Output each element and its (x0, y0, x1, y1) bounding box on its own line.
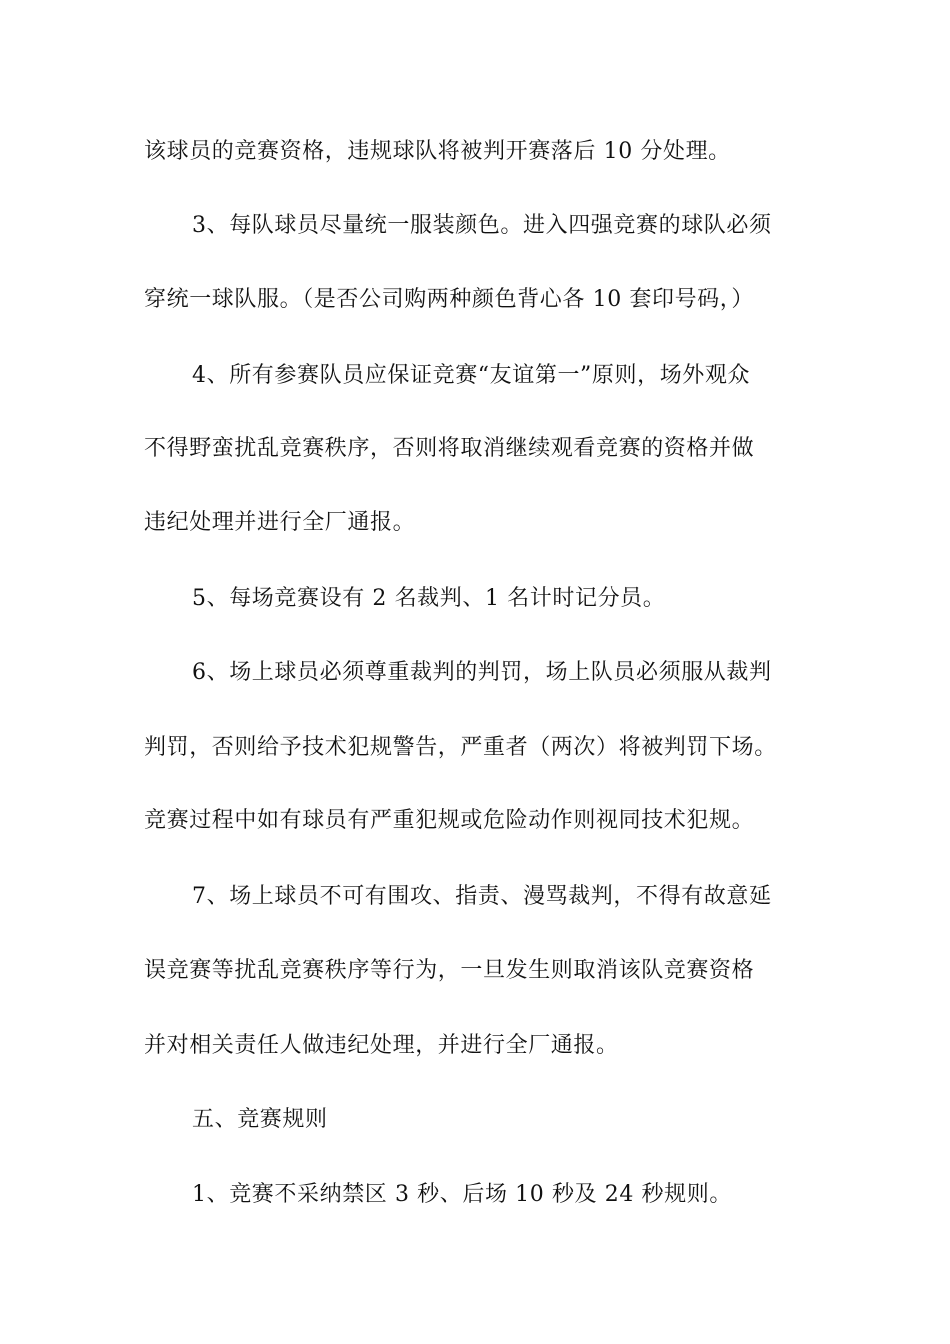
text-line: 6、场上球员必须尊重裁判的判罚，场上队员必须服从裁判 (192, 660, 772, 685)
text-line: 违纪处理并进行全厂通报。 (144, 510, 416, 535)
text-line: 4、所有参赛队员应保证竞赛“友谊第一”原则，场外观众 (192, 363, 751, 388)
text-line: 3、每队球员尽量统一服装颜色。进入四强竞赛的球队必须 (192, 213, 772, 238)
section-heading: 五、竞赛规则 (192, 1107, 328, 1132)
text-line: 不得野蛮扰乱竞赛秩序，否则将取消继续观看竞赛的资格并做 (144, 436, 755, 461)
text-line: 判罚，否则给予技术犯规警告，严重者（两次）将被判罚下场。 (144, 735, 777, 760)
text-line: 竞赛过程中如有球员有严重犯规或危险动作则视同技术犯规。 (144, 808, 755, 833)
text-line: 误竞赛等扰乱竞赛秩序等行为，一旦发生则取消该队竞赛资格 (144, 958, 755, 983)
text-line: 该球员的竞赛资格，违规球队将被判开赛落后 10 分处理。 (144, 139, 731, 164)
text-line: 5、每场竞赛设有 2 名裁判、1 名计时记分员。 (192, 586, 666, 611)
text-line: 1、竞赛不采纳禁区 3 秒、后场 10 秒及 24 秒规则。 (192, 1182, 732, 1207)
text-line: 并对相关责任人做违纪处理，并进行全厂通报。 (144, 1033, 619, 1058)
text-line: 7、场上球员不可有围攻、指责、漫骂裁判，不得有故意延 (192, 884, 772, 909)
text-line: 穿统一球队服。（是否公司购两种颜色背心各 10 套印号码，） (144, 287, 754, 312)
